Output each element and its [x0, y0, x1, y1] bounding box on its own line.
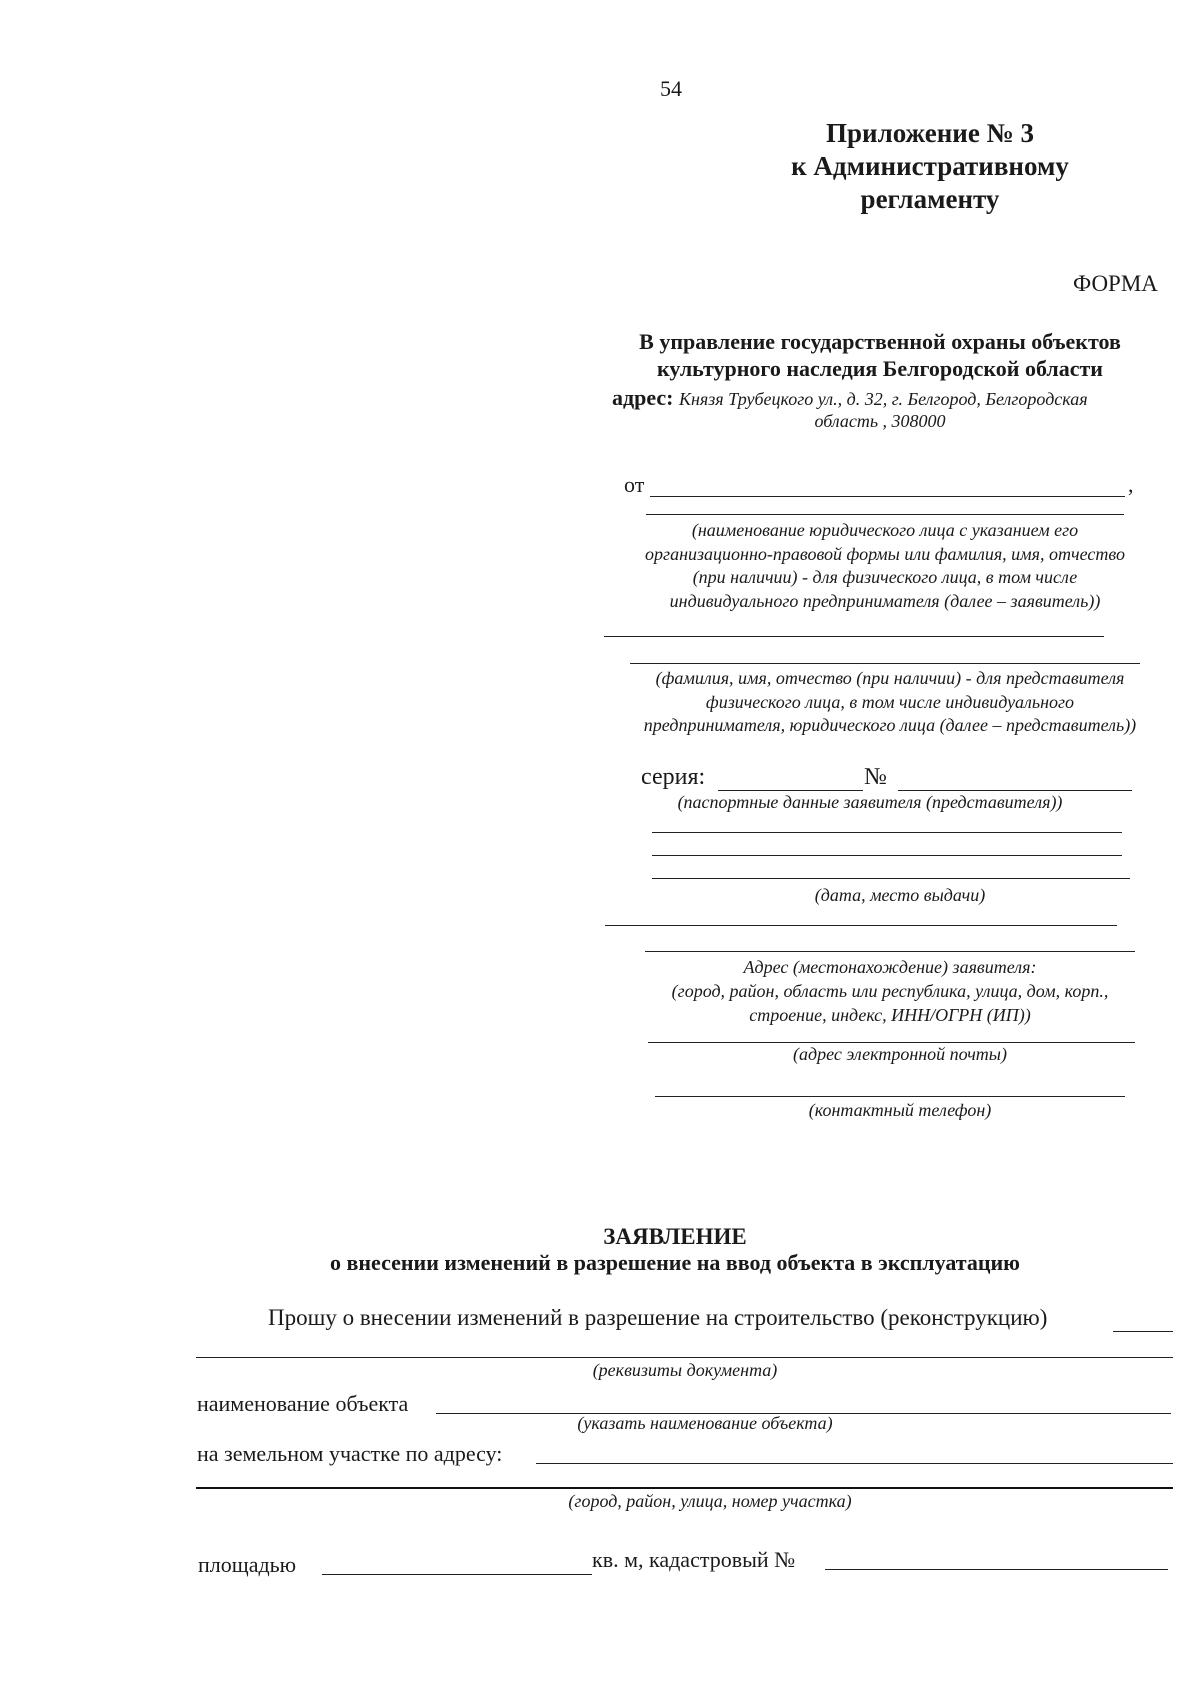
statement-subtitle: о внесении изменений в разрешение на ввод объекта в эксплуатацию: [329, 1250, 1020, 1275]
area-field-line[interactable]: [322, 1574, 592, 1575]
area-label: площадью: [198, 1552, 297, 1577]
representative-caption-line: физического лица, в том числе индивидуального: [705, 691, 1075, 712]
applicant-caption: [600, 519, 1170, 613]
applicant-caption-line: (при наличии) - для физического лица, в том числе: [692, 567, 1078, 587]
series-label: серия:: [641, 764, 706, 790]
recipient-block: [600, 328, 1160, 382]
address-line-2: область , 308000: [814, 411, 946, 431]
email-field-line[interactable]: [648, 1042, 1135, 1043]
appendix-heading: [730, 117, 1130, 216]
page-number: 54: [660, 76, 682, 101]
document-details-line[interactable]: [196, 1357, 1173, 1358]
address-caption-line: (город, район, область или республика, улица, дом, корп.,: [671, 981, 1109, 1001]
land-label: на земельном участке по адресу:: [197, 1441, 503, 1466]
passport-line-2[interactable]: [652, 855, 1122, 856]
from-field-line-2[interactable]: [646, 514, 1124, 515]
document-caption: (реквизиты документа): [592, 1360, 778, 1380]
from-comma: ,: [1128, 472, 1134, 497]
phone-field-line[interactable]: [655, 1096, 1125, 1097]
applicant-extra-line[interactable]: [604, 636, 1104, 637]
address-caption: [610, 955, 1170, 1027]
area-unit-label: кв. м, кадастровый №: [592, 1547, 796, 1572]
cadastral-field-line[interactable]: [825, 1569, 1168, 1570]
land-caption: (город, район, улица, номер участка): [568, 1491, 852, 1511]
address-label: адрес:: [612, 385, 674, 410]
representative-caption-line: предпринимателя, юридического лица (далее – представитель)): [643, 715, 1137, 735]
issue-caption: (дата, место выдачи): [814, 885, 986, 905]
applicant-caption-line: организационно-правовой формы или фамилия, имя, отчество: [645, 543, 1125, 564]
series-field-line[interactable]: [718, 790, 863, 791]
appendix-line-2: к Административному: [791, 151, 1069, 181]
appendix-line-1: Приложение № 3: [826, 118, 1034, 148]
from-label: от: [624, 472, 645, 497]
request-field-line[interactable]: [1113, 1331, 1173, 1332]
object-caption: (указать наименование объекта): [577, 1413, 833, 1433]
request-text: Прошу о внесении изменений в разрешение на строительство (реконструкцию): [268, 1305, 1048, 1330]
recipient-address: [612, 385, 1088, 411]
form-label: ФОРМА: [1073, 271, 1158, 296]
number-label: №: [864, 764, 887, 790]
land-field-line-2[interactable]: [196, 1487, 1173, 1489]
representative-field-line[interactable]: [630, 663, 1140, 664]
email-caption: (адрес электронной почты): [793, 1044, 1007, 1064]
recipient-line-1: В управление государственной охраны объектов: [639, 329, 1121, 354]
applicant-caption-line: индивидуального предпринимателя (далее – заявитель)): [669, 590, 1101, 611]
passport-line-1[interactable]: [652, 832, 1122, 833]
land-field-line[interactable]: [536, 1463, 1173, 1464]
recipient-line-2: культурного наследия Белгородской области: [657, 356, 1103, 381]
address-line-1: Князя Трубецкого ул., д. 32, г. Белгород, Белгородская: [679, 389, 1088, 409]
appendix-line-3: регламенту: [860, 184, 1000, 214]
passport-caption: (паспортные данные заявителя (представителя)): [677, 792, 1063, 812]
representative-caption: [600, 667, 1180, 738]
representative-caption-line: (фамилия, имя, отчество (при наличии) - для представителя: [655, 668, 1125, 688]
applicant-caption-line: (наименование юридического лица с указанием его: [691, 520, 1079, 540]
object-label: наименование объекта: [197, 1391, 409, 1416]
address-field-line-1[interactable]: [605, 925, 1117, 926]
phone-caption: (контактный телефон): [808, 1100, 992, 1120]
passport-line-3[interactable]: [652, 878, 1130, 879]
address-caption-line: строение, индекс, ИНН/ОГРН (ИП)): [749, 1005, 1031, 1025]
from-field-line[interactable]: [650, 496, 1125, 497]
number-field-line[interactable]: [898, 790, 1132, 791]
statement-title: ЗАЯВЛЕНИЕ: [603, 1224, 747, 1249]
address-caption-line: Адрес (местонахождение) заявителя:: [743, 957, 1037, 977]
address-field-line-2[interactable]: [645, 951, 1135, 952]
